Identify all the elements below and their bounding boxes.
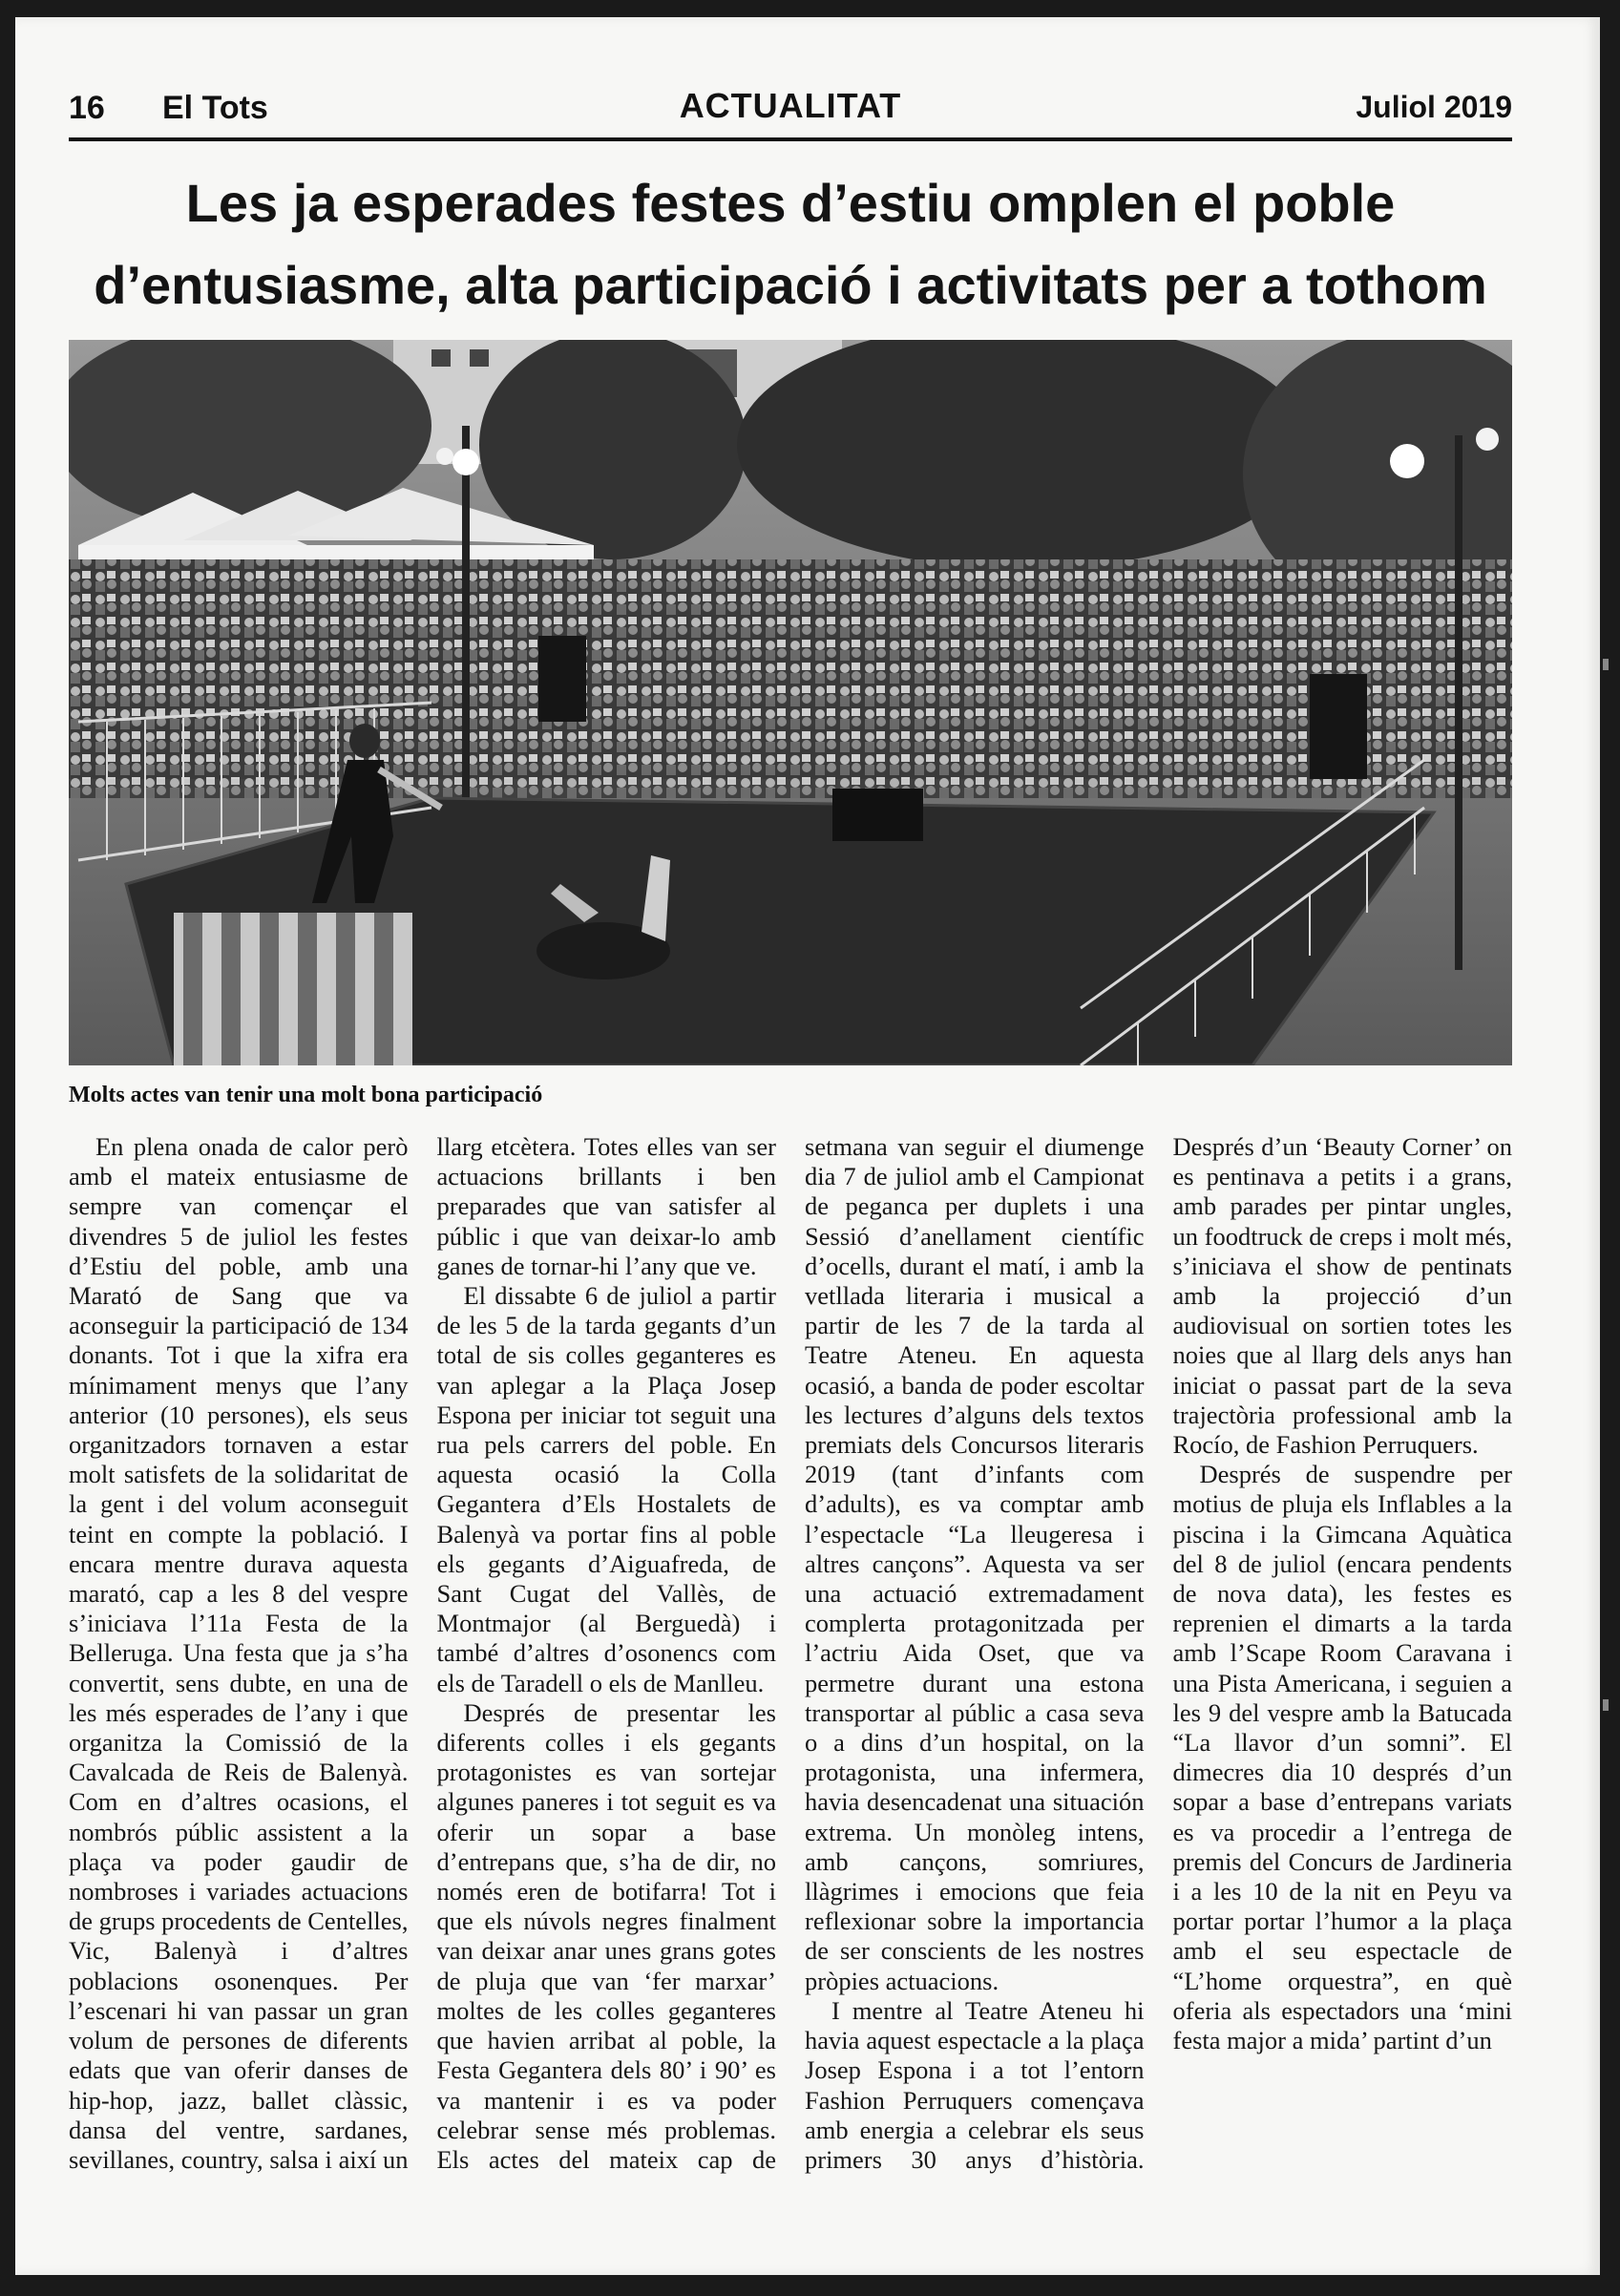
article-paragraph: I mentre al Teatre Ateneu hi havia aquest espectacle a la plaça Josep Espona i a tot l’entorn Fashion Perruquers començava amb energia a celebrar els seus primers 30 anys d’història. Després d’un ‘Beauty Corner’ on es pentinava a petits i a grans, amb parades per pintar ungles, un foodtruck de creps i molt més, s’iniciava el show de pentinats amb la projecció d’un audiovisual on sortien totes les noies que al llarg dels anys han iniciat o passat part de la seva trajectòria professional amb la Rocío, de Fashion Perruquers. [805,1132,1512,2174]
article-paragraph: El dissabte 6 de juliol a partir de les 5 de la tarda gegants d’un total de sis colles geganteres es van aplegar a la Plaça Josep Espona per iniciar tot seguit una rua pels carrers del poble. En aquesta ocasió la Colla Gegantera d’Els Hostalets de Balenyà va portar fins al poble els gegants d’Aiguafreda, de Sant Cugat del Vallès, de Montmajor (al Berguedà) i també d’altres d’osonencs com els de Taradell o els de Manlleu. [436,1281,776,1697]
page-number: 16 [69,90,105,126]
article-body [69,1132,1512,2192]
headline-line-1: Les ja esperades festes d’estiu omplen el poble [185,173,1396,233]
scan-mark [1603,659,1609,670]
headline-line-2: d’entusiasme, alta participació i activitats per a tothom [94,255,1487,315]
article-paragraph: Després de suspendre per motius de pluja els Inflables a la piscina i la Gimcana Aquàtica del 8 de juliol (encara pendents de nova data), les festes es reprenien el dimarts a la tarda amb l’Scape Room Caravana i una Pista Americana, i seguien a les 9 del vespre amb la Batucada “La llavor d’un somni”. El dimecres dia 10 després d’un sopar a base d’entrepans variats es va procedir a l’entrega de premis del Concurs de Jardineria i a les 10 de la nit en Peyu va portar portar l’humor a la plaça amb el seu espectacle de “L’home orquestra”, en què oferia als espectadors una ‘mini festa major a mida’ partint d’un [1172,1460,1512,2055]
crowd-stage-photo [69,340,1512,1065]
photo-caption: Molts actes van tenir una molt bona participació [69,1083,543,1107]
header-rule [69,137,1512,141]
scan-mark [1603,1699,1609,1711]
article-photo [69,340,1512,1065]
publication-name: El Tots [162,90,268,126]
section-title: ACTUALITAT [679,86,902,125]
issue-date: Juliol 2019 [1356,90,1512,124]
page-header [69,73,1512,130]
article-paragraph: Després de presentar les diferents colles i els gegants protagonistes es van sortejar algunes paneres i tot seguit es va oferir un sopar a base d’entrepans que, s’ha de dir, no només eren de botifarra! Tot i que els núvols negres finalment van deixar anar unes grans gotes de pluja que van ‘fer marxar’ moltes de les colles geganteres que havien arribat al poble, la Festa Gegantera dels 80’ i 90’ es va mantenir i es va poder celebrar sense més problemas. Els actes del mateix cap de setmana van seguir el diumenge dia 7 de juliol amb el Campionat de peganca per duplets i una Sessió d’anellament científic d’ocells, durant el matí, i amb la vetllada literaria i musical a partir de les 7 de la tarda al Teatre Ateneu. En aquesta ocasió, a banda de poder escoltar les lectures d’alguns dels textos premiats dels Concursos literaris 2019 (tant d’infants com d’adults), es va comptar amb l’espectacle “La lleugeresa i altres cançons”. Aquesta va ser una actuació extremadament complerta protagonitzada per l’actriu Aida Oset, que va permetre durant una estona transportar al públic a casa seva o a dins d’un hospital, on la protagonista, una infermera, havia desencadenat una situación extrema. Un monòleg intens, amb cançons, somriures, llàgrimes i emocions que feia reflexionar sobre la importancia de ser conscients de les nostres pròpies actuacions. [436,1132,1145,2174]
article-headline [69,162,1512,326]
article-paragraph: En plena onada de calor però amb el mateix entusiasme de sempre van començar el divendres 5 de juliol les festes d’Estiu del poble, amb una Marató de Sang que va aconseguir la participació de 134 donants. Tot i que la xifra era mínimament menys que l’any anterior (10 persones), els seus organitzadors tornaven a estar molt satisfets de la solidaritat de la gent i del volum aconseguit teint en compte la població. I encara mentre durava aquesta marató, cap a les 8 del vespre s’iniciava l’11a Festa de la Belleruga. Una festa que ja s’ha convertit, sens dubte, en una de les més esperades de l’any i que organitza la Comissió de la Cavalcada de Reis de Balenyà. Com en d’altres ocasions, el nombrós públic assistent a la plaça va poder gaudir de nombroses i variades actuacions de grups procedents de Centelles, Vic, Balenyà i d’altres poblacions osonenques. Per l’escenari hi van passar un gran volum de persones de diferents edats que van oferir danses de hip-hop, jazz, ballet clàssic, dansa del ventre, sardanes, sevillanes, country, salsa i així un llarg etcètera. Totes elles van ser actuacions brillants i ben preparades que van satisfer al públic i que van deixar-lo amb ganes de tornar-hi l’any que ve. [69,1132,776,2174]
